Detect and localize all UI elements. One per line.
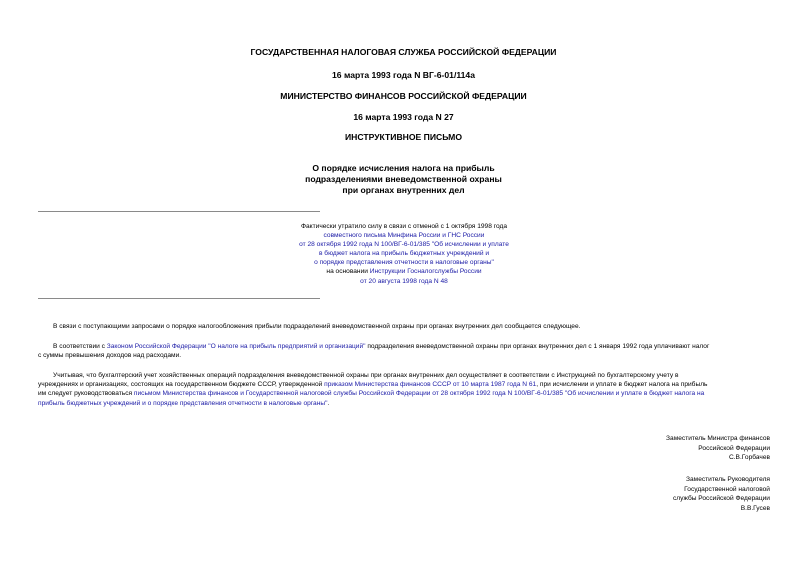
status-note-line: на основании Инструкции Госналогслужбы России (326, 268, 482, 276)
letter-link[interactable]: письмом Министерства финансов и Государственной налоговой службы Российской Федерации от 28 октября 1992 года N 100/ВГ-6-01/385 "Об исчислении и уплате в бюджет налога на (133, 390, 705, 398)
instruction-link[interactable]: Инструкции Госналогслужбы России (369, 268, 482, 276)
divider-bottom (38, 298, 320, 299)
document-type: ИНСТРУКТИВНОЕ ПИСЬМО (344, 132, 463, 142)
signature-finance-deputy: Заместитель Министра финансов Российской Федерации С.В.Горбачев (666, 435, 770, 461)
issuer-tax-service: ГОСУДАРСТВЕННАЯ НАЛОГОВАЯ СЛУЖБА РОССИЙСКОЙ ФЕДЕРАЦИИ (250, 47, 557, 57)
status-note-link[interactable]: в бюджет налога на прибыль бюджетных учреждений и (318, 250, 490, 258)
status-note-line: Фактически утратило силу в связи с отменой с 1 октября 1998 года (300, 223, 507, 230)
paragraph-3: Учитывая, что бухгалтерский учет хозяйственных операций подразделения вневедомственной охраны при органах внутренних дел осуществляет в соответствии с Инструкцией по бухгалтерскому учету в учреждениях и организациях, состоящих на государственном бюджете СССР, утвержденной приказом Министерства финансов СССР от 10 марта 1987 года N 61, при исчислении и уплате в бюджет налога на прибыль им следует руководствоваться письмом Министерства финансов и Государственной налоговой службы Российской Федерации от 28 октября 1992 года N 100/ВГ-6-01/385 "Об исчислении и уплате в бюджет налога на прибыль бюджетных учреждений и о порядке представления отчетности в налоговые органы". (38, 372, 708, 407)
status-note-link[interactable]: совместного письма Минфина России и ГНС России (323, 232, 485, 240)
status-note-link[interactable]: о порядке представления отчетности в налоговые органы" (314, 259, 494, 267)
letter-link-continued[interactable]: прибыль бюджетных учреждений и о порядке представления отчетности в налоговые органы" (38, 399, 328, 407)
status-note (234, 222, 574, 286)
document-title-line: подразделениями вневедомственной охраны (305, 174, 502, 184)
status-note-link[interactable]: от 28 октября 1992 года N 100/ВГ-6-01/385 "Об исчислении и уплате (299, 241, 509, 249)
signature-tax-deputy: Заместитель Руководителя Государственной налоговой службы Российской Федерации В.В.Гусев (672, 476, 770, 512)
status-note-link[interactable]: от 20 августа 1998 года N 48 (360, 277, 448, 285)
order-link[interactable]: приказом Министерства финансов СССР от 10 марта 1987 года N 61 (324, 381, 537, 389)
document-title-line: при органах внутренних дел (342, 185, 465, 195)
divider-top (38, 211, 320, 212)
paragraph-2: В соответствии с Законом Российской Федерации "О налоге на прибыль предприятий и организаций" подразделения вневедомственной охраны при органах внутренних дел с 1 января 1992 года уплачивают налог с суммы превышения доходов над расходами. (38, 343, 710, 360)
paragraph-1: В связи с поступающими запросами о порядке налогообложения прибыли подразделений вневедомственной охраны при органах внутренних дел сообщается следующее. (53, 323, 581, 330)
law-link[interactable]: Законом Российской Федерации "О налоге на прибыль предприятий и организаций" (106, 343, 366, 350)
issuer-tax-service-date-number: 16 марта 1993 года N ВГ-6-01/114а (332, 70, 475, 80)
document-title-line: О порядке исчисления налога на прибыль (312, 163, 495, 173)
issuer-finance-ministry: МИНИСТЕРСТВО ФИНАНСОВ РОССИЙСКОЙ ФЕДЕРАЦИИ (280, 91, 527, 101)
issuer-finance-ministry-date-number: 16 марта 1993 года N 27 (353, 112, 454, 122)
